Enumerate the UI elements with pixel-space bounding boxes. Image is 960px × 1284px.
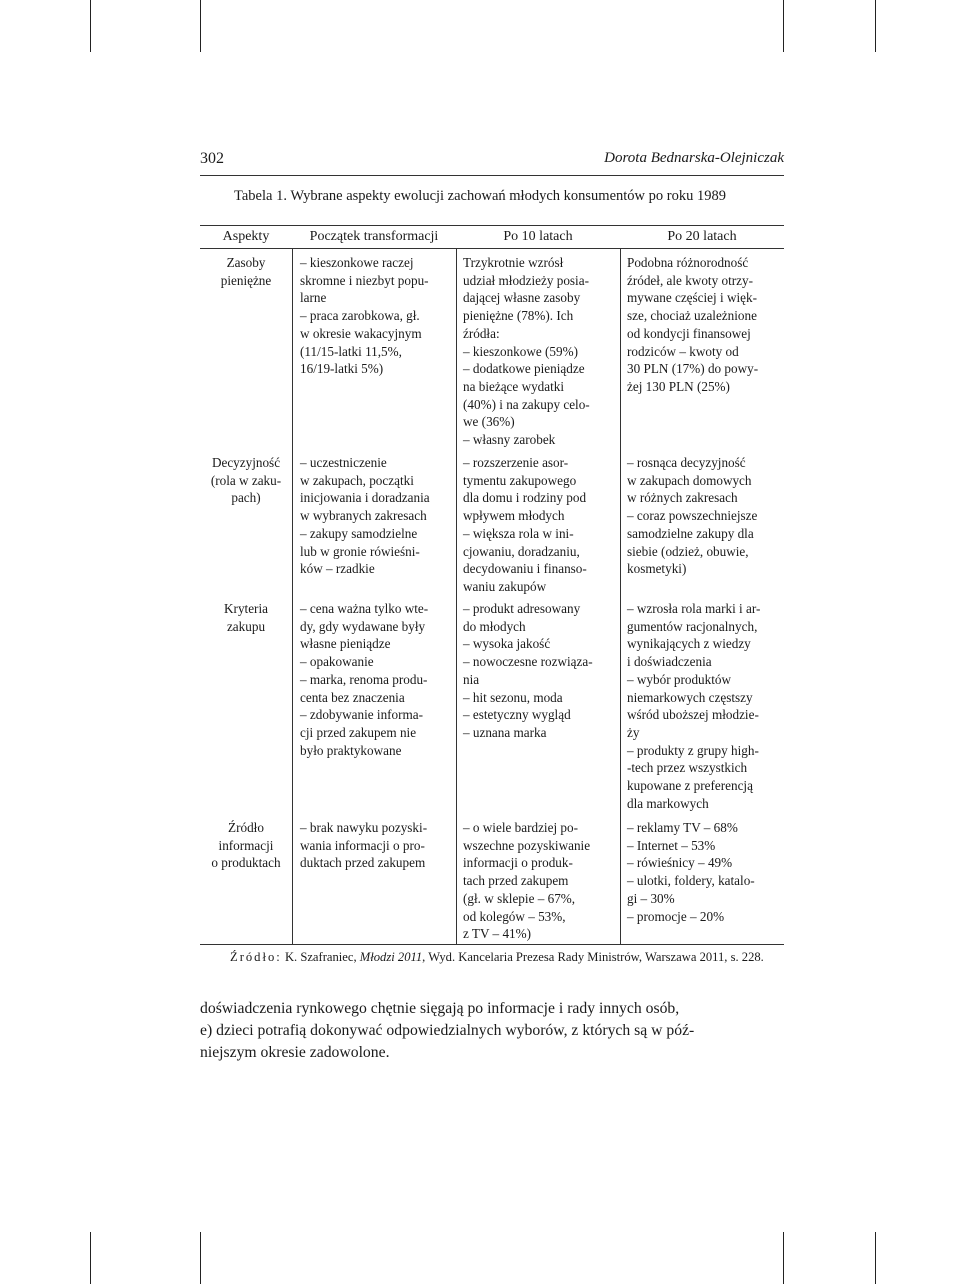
table-caption: Tabela 1. Wybrane aspekty ewolucji zachowań młodych konsumentów po roku 1989	[234, 188, 726, 204]
table-cell-after10: – o wiele bardziej po- wszechne pozyskiwanie informacji o produk- tach przed zakupem (gł. w sklepie – 67%, od kolegów – 53%, z TV – 41%)	[463, 820, 591, 942]
table-cell-after10: – produkt adresowany do młodych – wysoka jakość – nowoczesne rozwiąza- nia – hit sezonu, moda – estetyczny wygląd – uznana marka	[463, 601, 593, 740]
crop-mark	[783, 1232, 784, 1284]
table-cell-start: – brak nawyku pozyski- wania informacji o pro- duktach przed zakupem	[300, 820, 428, 871]
table-cell-aspect: Źródło informacji o produktach	[211, 820, 281, 871]
crop-mark	[90, 1232, 91, 1284]
table-header-rule	[200, 248, 784, 249]
table-source-note	[230, 950, 764, 965]
table-header-po-10: Po 10 latach	[503, 229, 573, 244]
source-text: K. Szafraniec,	[284, 950, 360, 964]
table-cell-after20: – reklamy TV – 68% – Internet – 53% – rówieśnicy – 49% – ulotki, foldery, katalo- gi – 30% – promocje – 20%	[627, 820, 755, 924]
table-cell-aspect: Kryteria zakupu	[224, 601, 268, 634]
source-title: Młodzi 2011	[359, 950, 423, 964]
table-header-poczatek: Początek transformacji	[309, 229, 439, 244]
table-cell-after20: – wzrosła rola marki i ar- gumentów racjonalnych, wynikających z wiedzy i doświadczenia – wybór produktów niemarkowych częstszy wśród uboższej młodzie- ży – produkty z grupy high- -tech przez wszystkich kupowane z preferencją dla markowych	[627, 601, 761, 811]
table-cell-aspect: Zasoby pieniężne	[220, 255, 272, 288]
source-label: Źródło:	[230, 950, 282, 964]
table-cell-after10: Trzykrotnie wzrósł udział młodzieży posia- dającej własne zasoby pieniężne (78%). Ich źródła: – kieszonkowe (59%) – dodatkowe pieniądze na bieżące wydatki (40%) i na zakupy celo- we (36%) – własny zarobek	[463, 255, 590, 448]
source-rest: , Wyd. Kancelaria Prezesa Rady Ministrów, Warszawa 2011, s. 228.	[422, 950, 764, 964]
page-number: 302	[200, 150, 224, 167]
table-cell-after10: – rozszerzenie asor- tymentu zakupowego dla domu i rodziny pod wpływem młodych – większa rola w ini- cjowaniu, doradzaniu, decydowaniu i finanso- waniu zakupów	[463, 455, 587, 594]
table-col-divider	[620, 248, 621, 944]
header-rule	[200, 175, 784, 176]
table-bottom-rule	[200, 944, 784, 945]
crop-mark	[783, 0, 784, 52]
table-cell-after20: Podobna różnorodność źródeł, ale kwoty otrzy- mywane częściej i więk- sze, chociaż uzależnione od kondycji finansowej rodziców – kwoty od 30 PLN (17%) do powy- żej 130 PLN (25%)	[627, 255, 759, 394]
table-cell-start: – cena ważna tylko wte- dy, gdy wydawane były własne pieniądze – opakowanie – marka, renoma produ- centa bez znaczenia – zdobywanie informa- cji przed zakupem nie było praktykowane	[300, 601, 429, 758]
crop-mark	[200, 1232, 201, 1284]
crop-mark	[90, 0, 91, 52]
crop-mark	[875, 1232, 876, 1284]
crop-mark	[200, 0, 201, 52]
table-cell-start: – kieszonkowe raczej skromne i niezbyt popu- larne – praca zarobkowa, gł. w okresie wakacyjnym (11/15-latki 11,5%, 16/19-latki 5%)	[300, 255, 429, 377]
table-cell-start: – uczestniczenie w zakupach, początki inicjowania i doradzania w wybranych zakresach – zakupy samodzielne lub w gronie rówieśni- ków – rzadkie	[300, 455, 430, 577]
running-head-author: Dorota Bednarska-Olejniczak	[604, 150, 784, 166]
crop-mark	[875, 0, 876, 52]
table-header-po-20: Po 20 latach	[667, 229, 737, 244]
body-paragraph: doświadczenia rynkowego chętnie sięgają po informacje i rady innych osób, e) dzieci potrafią dokonywać odpowiedzialnych wyborów, z których są w póź- niejszym okresie zadowolone.	[200, 1000, 695, 1061]
table-cell-aspect: Decyzyjność (rola w zaku- pach)	[210, 455, 282, 506]
table-col-divider	[456, 248, 457, 944]
table-cell-after20: – rosnąca decyzyjność w zakupach domowych w różnych zakresach – coraz powszechniejsze samodzielne zakupy dla siebie (odzież, obuwie, kosmetyki)	[627, 455, 758, 577]
table-col-divider	[292, 248, 293, 944]
table-header-aspekty: Aspekty	[222, 229, 270, 244]
running-head	[200, 150, 784, 172]
